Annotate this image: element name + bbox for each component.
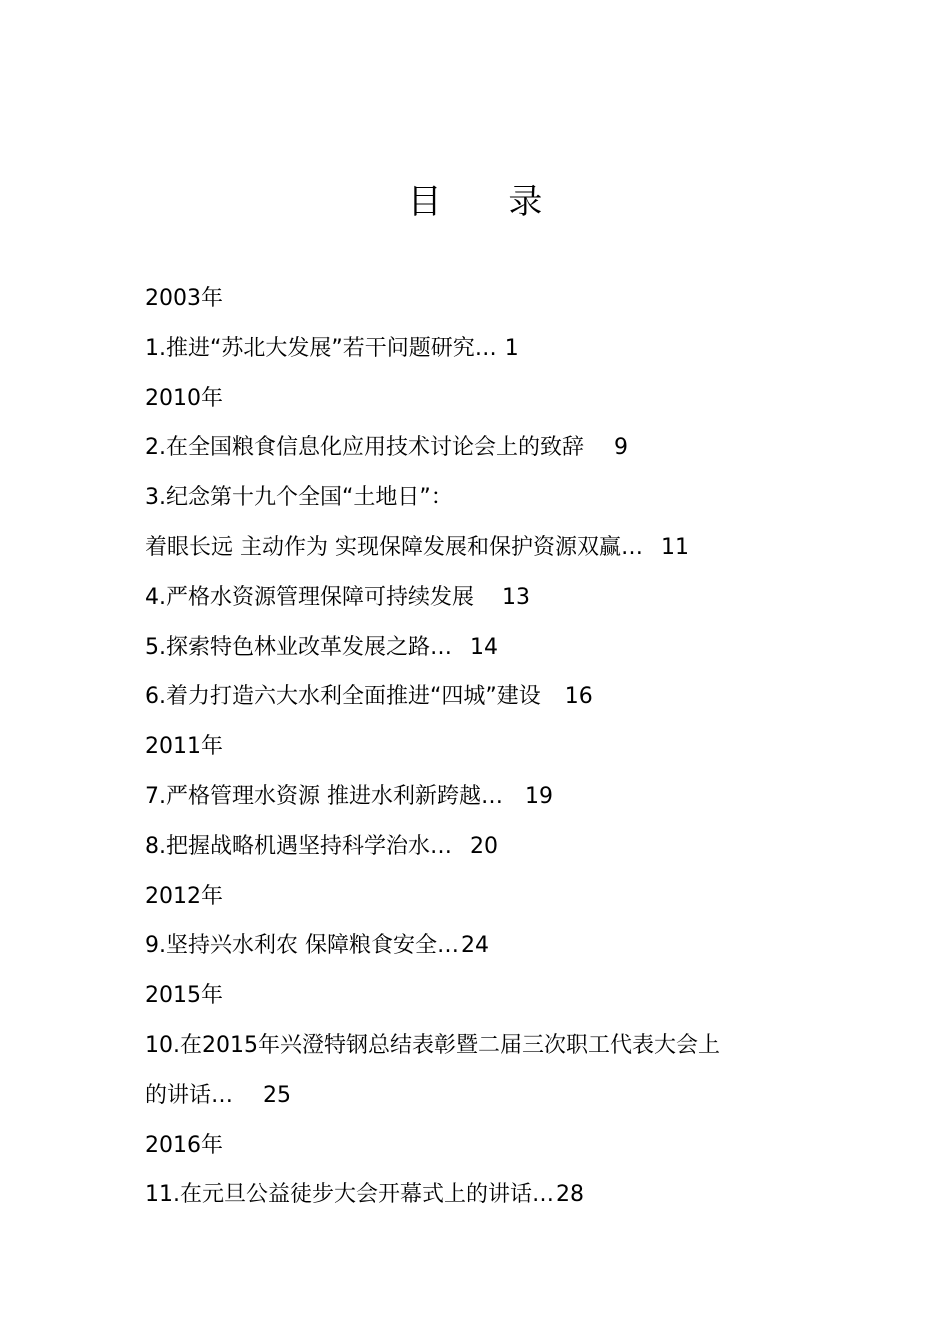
page-title: 目 录 <box>407 182 571 222</box>
toc-entry-4[interactable]: 4.严格水资源管理保障可持续发展 13 <box>145 579 825 629</box>
toc-entry-9[interactable]: 9.坚持兴水利农 保障粮食安全…24 <box>145 927 825 977</box>
toc-page-number: 11 <box>661 534 689 560</box>
toc-entry-11[interactable]: 11.在元旦公益徒步大会开幕式上的讲话…28 <box>145 1176 825 1226</box>
table-of-contents <box>145 280 825 1226</box>
toc-entry-6[interactable]: 6.着力打造六大水利全面推进“四城”建设 16 <box>145 678 825 728</box>
toc-page-number: 19 <box>525 783 553 809</box>
toc-entry-5[interactable]: 5.探索特色林业改革发展之路… 14 <box>145 629 825 679</box>
toc-year-2010: 2010年 <box>145 385 223 411</box>
toc-year-2011: 2011年 <box>145 734 223 760</box>
toc-page-number: 13 <box>502 584 530 610</box>
toc-page-number: 14 <box>470 634 498 660</box>
toc-year-2012: 2012年 <box>145 883 223 909</box>
toc-entry-7[interactable]: 7.严格管理水资源 推进水利新跨越… 19 <box>145 778 825 828</box>
toc-entry-8[interactable]: 8.把握战略机遇坚持科学治水… 20 <box>145 828 825 878</box>
toc-entry-3-heading[interactable]: 3.纪念第十九个全国“土地日”： <box>145 485 453 511</box>
toc-page-number: 9 <box>614 435 628 461</box>
toc-page-number: 16 <box>564 684 593 710</box>
toc-entry-10-line1[interactable]: 10.在2015年兴澄特钢总结表彰暨二届三次职工代表大会上 <box>145 1032 720 1058</box>
toc-entry-2[interactable]: 2.在全国粮食信息化应用技术讨论会上的致辞 9 <box>145 429 825 479</box>
toc-entry-1[interactable]: 1.推进“苏北大发展”若干问题研究… 1 <box>145 330 825 380</box>
toc-page-number: 28 <box>556 1182 584 1208</box>
toc-year-2003: 2003年 <box>145 286 223 311</box>
toc-page-number: 1 <box>504 335 519 361</box>
toc-page-number: 24 <box>460 933 489 959</box>
toc-year-2016: 2016年 <box>145 1132 223 1158</box>
toc-entry-10-line2[interactable]: 的讲话… 25 <box>145 1077 825 1127</box>
toc-page-number: 20 <box>470 833 498 859</box>
toc-page-number: 25 <box>263 1082 292 1108</box>
toc-entry-3-subtitle[interactable]: 着眼长远 主动作为 实现保障发展和保护资源双赢… 11 <box>145 529 825 579</box>
toc-year-2015: 2015年 <box>145 983 223 1009</box>
